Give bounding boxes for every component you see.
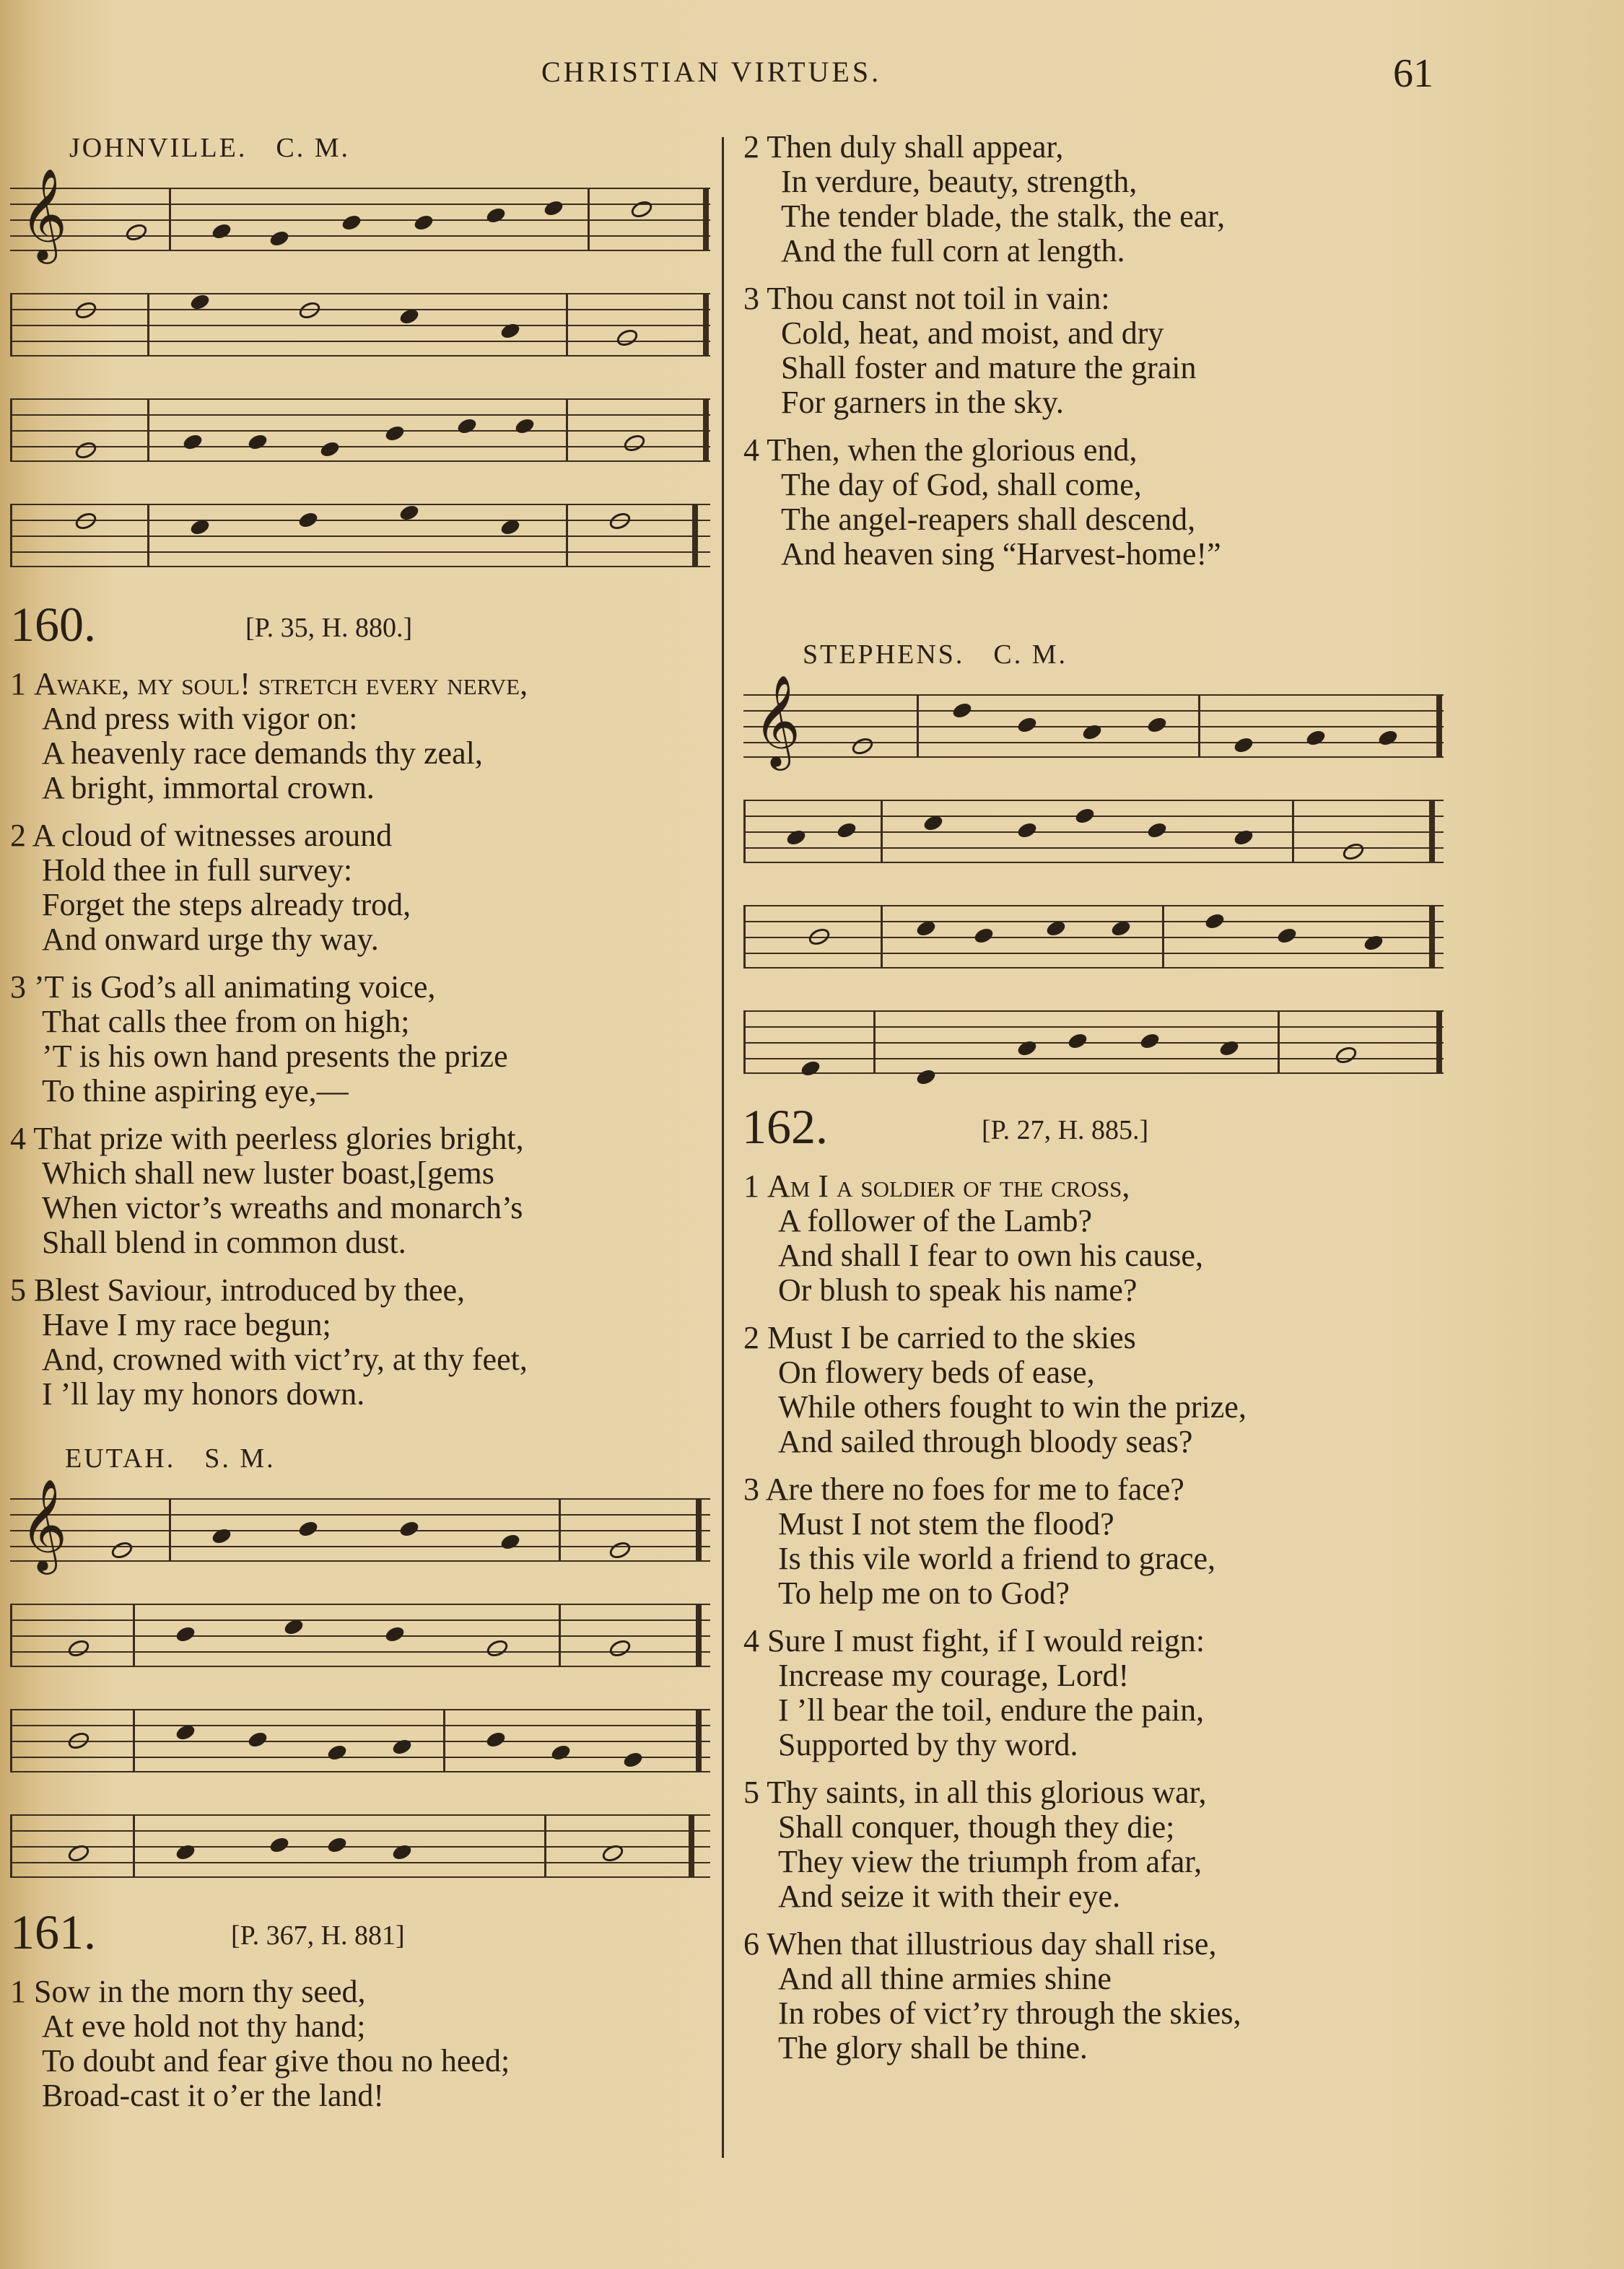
staff bbox=[743, 800, 1444, 863]
stanza bbox=[736, 1775, 1602, 1914]
verse-line: 2 Must I be carried to the skies bbox=[743, 1320, 1136, 1355]
verse-line: And onward urge thy way. bbox=[42, 922, 379, 957]
music-score-johnville bbox=[10, 170, 710, 567]
verse-line: And all thine armies shine bbox=[778, 1961, 1112, 1996]
hymn-reference: [P. 367, H. 881] bbox=[231, 1920, 405, 1951]
left-column bbox=[0, 130, 715, 2113]
verse-line: Shall foster and mature the grain bbox=[781, 350, 1197, 385]
tune-title-stephens bbox=[736, 637, 1602, 673]
verse-line: When victor’s wreaths and monarch’s bbox=[42, 1190, 523, 1225]
stanza bbox=[0, 1273, 715, 1412]
verse-line: While others fought to win the prize, bbox=[778, 1389, 1247, 1425]
verse-line: 3 Thou canst not toil in vain: bbox=[743, 281, 1110, 316]
hymn-heading-160 bbox=[0, 596, 715, 654]
verse-line: Cold, heat, and moist, and dry bbox=[781, 315, 1164, 351]
stanza bbox=[736, 1624, 1602, 1762]
staff bbox=[10, 398, 710, 462]
verse-line: Shall blend in common dust. bbox=[42, 1225, 406, 1260]
verse-line: Have I my race begun; bbox=[42, 1307, 331, 1342]
verse-line: Shall conquer, though they die; bbox=[778, 1809, 1175, 1845]
verse-line: Hold thee in full survey: bbox=[42, 852, 353, 888]
page-number: 61 bbox=[1393, 51, 1433, 96]
verse-line: Must I not stem the flood? bbox=[778, 1506, 1114, 1542]
verse-line: 6 When that illustrious day shall rise, bbox=[743, 1926, 1217, 1962]
verse-line: In verdure, beauty, strength, bbox=[781, 164, 1138, 199]
tune-meter: C. M. bbox=[993, 639, 1068, 670]
verse-line: 4 That prize with peerless glories bright, bbox=[10, 1121, 524, 1156]
staff bbox=[10, 1709, 710, 1772]
stanza bbox=[0, 667, 715, 805]
stanza bbox=[736, 130, 1602, 268]
verse-line: 1 Awake, my soul! stretch every nerve, bbox=[10, 666, 528, 701]
staff bbox=[10, 1481, 710, 1569]
verse-line: And heaven sing “Harvest-home!” bbox=[781, 536, 1221, 572]
hymn-reference: [P. 27, H. 885.] bbox=[982, 1115, 1149, 1145]
verse-line: 2 A cloud of witnesses around bbox=[10, 818, 393, 853]
verse-line: The glory shall be thine. bbox=[778, 2030, 1088, 2065]
staff bbox=[10, 1814, 710, 1878]
treble-clef-icon: 𝄞 bbox=[20, 170, 68, 258]
verse-line: And, crowned with vict’ry, at thy feet, bbox=[42, 1342, 528, 1377]
verse-line: And shall I fear to own his cause, bbox=[778, 1238, 1203, 1273]
page-header bbox=[0, 51, 1624, 94]
hymn-number: 162. bbox=[742, 1099, 828, 1154]
tune-name: EUTAH. bbox=[65, 1443, 176, 1474]
verse-line: The tender blade, the stalk, the ear, bbox=[781, 198, 1226, 234]
stanza bbox=[736, 1472, 1602, 1611]
tune-meter: C. M. bbox=[276, 133, 350, 163]
verse-line: 5 Blest Saviour, introduced by thee, bbox=[10, 1272, 466, 1308]
hymn-heading-162 bbox=[736, 1098, 1602, 1156]
stanza bbox=[0, 1122, 715, 1260]
verse-line: 1 Am I a soldier of the cross, bbox=[743, 1168, 1130, 1204]
hymn-number: 161. bbox=[10, 1905, 96, 1959]
stanza bbox=[736, 1927, 1602, 2065]
staff bbox=[10, 170, 710, 258]
verse-line: Or blush to speak his name? bbox=[778, 1272, 1138, 1308]
verse-line: 5 Thy saints, in all this glorious war, bbox=[743, 1775, 1207, 1810]
verse-line: Broad-cast it o’er the land! bbox=[42, 2078, 385, 2113]
treble-clef-icon: 𝄞 bbox=[754, 677, 801, 765]
verse-line: 2 Then duly shall appear, bbox=[743, 129, 1064, 165]
tune-name: JOHNVILLE. bbox=[69, 133, 248, 163]
verse-line: The day of God, shall come, bbox=[781, 467, 1142, 502]
stanza bbox=[0, 1975, 715, 2113]
verse-line: Forget the steps already trod, bbox=[42, 887, 411, 922]
staff bbox=[743, 1010, 1444, 1074]
treble-clef-icon: 𝄞 bbox=[20, 1481, 68, 1569]
stanza bbox=[0, 970, 715, 1109]
verse-line: I ’ll lay my honors down. bbox=[42, 1376, 365, 1412]
verse-line: And seize it with their eye. bbox=[778, 1879, 1121, 1914]
tune-name: STEPHENS. bbox=[803, 639, 965, 670]
verse-line: I ’ll bear the toil, endure the pain, bbox=[778, 1692, 1205, 1728]
verse-line: 3 ’T is God’s all animating voice, bbox=[10, 969, 436, 1005]
staff bbox=[743, 677, 1444, 765]
hymn-heading-161 bbox=[0, 1904, 715, 1962]
stanza bbox=[736, 281, 1602, 420]
verse-line: 3 Are there no foes for me to face? bbox=[743, 1472, 1184, 1507]
verse-line: And the full corn at length. bbox=[781, 233, 1125, 268]
running-head: CHRISTIAN VIRTUES. bbox=[541, 56, 882, 88]
staff bbox=[10, 1604, 710, 1667]
verse-line: At eve hold not thy hand; bbox=[42, 2008, 366, 2044]
staff bbox=[10, 504, 710, 567]
verse-line: In robes of vict’ry through the skies, bbox=[778, 1995, 1241, 2031]
verse-line: And sailed through bloody seas? bbox=[778, 1424, 1193, 1459]
verse-line: To help me on to God? bbox=[778, 1575, 1070, 1611]
stanza bbox=[736, 1321, 1602, 1459]
music-score-stephens bbox=[743, 677, 1444, 1074]
right-column bbox=[736, 130, 1602, 2065]
tune-title-johnville bbox=[0, 130, 715, 166]
verse-line: 1 Sow in the morn thy seed, bbox=[10, 1974, 366, 2009]
staff bbox=[743, 905, 1444, 969]
verse-line: For garners in the sky. bbox=[781, 385, 1064, 420]
verse-line: Supported by thy word. bbox=[778, 1727, 1078, 1762]
verse-line: Which shall new luster boast,[gems bbox=[42, 1155, 494, 1191]
verse-line: On flowery beds of ease, bbox=[778, 1355, 1095, 1390]
verse-line: Increase my courage, Lord! bbox=[778, 1658, 1130, 1693]
stanza bbox=[736, 1169, 1602, 1308]
stanza bbox=[736, 433, 1602, 572]
verse-line: They view the triumph from afar, bbox=[778, 1844, 1202, 1879]
verse-line: And press with vigor on: bbox=[42, 701, 358, 736]
verse-line: ’T is his own hand presents the prize bbox=[42, 1039, 508, 1074]
verse-line: That calls thee from on high; bbox=[42, 1004, 410, 1039]
verse-line: A follower of the Lamb? bbox=[778, 1203, 1092, 1238]
verse-line: The angel-reapers shall descend, bbox=[781, 502, 1196, 537]
verse-line: 4 Sure I must fight, if I would reign: bbox=[743, 1623, 1205, 1658]
tune-meter: S. M. bbox=[204, 1443, 276, 1474]
verse-line: A bright, immortal crown. bbox=[42, 770, 375, 805]
verse-line: 4 Then, when the glorious end, bbox=[743, 432, 1138, 468]
verse-line: To thine aspiring eye,— bbox=[42, 1073, 349, 1109]
stanza bbox=[0, 818, 715, 957]
verse-line: Is this vile world a friend to grace, bbox=[778, 1541, 1216, 1576]
staff bbox=[10, 293, 710, 357]
tune-title-eutah bbox=[0, 1440, 715, 1477]
hymn-reference: [P. 35, H. 880.] bbox=[245, 613, 413, 643]
column-divider bbox=[722, 137, 724, 2158]
verse-line: To doubt and fear give thou no heed; bbox=[42, 2043, 510, 2078]
verse-line: A heavenly race demands thy zeal, bbox=[42, 735, 483, 771]
music-score-eutah bbox=[10, 1481, 710, 1878]
hymn-number: 160. bbox=[10, 597, 96, 652]
